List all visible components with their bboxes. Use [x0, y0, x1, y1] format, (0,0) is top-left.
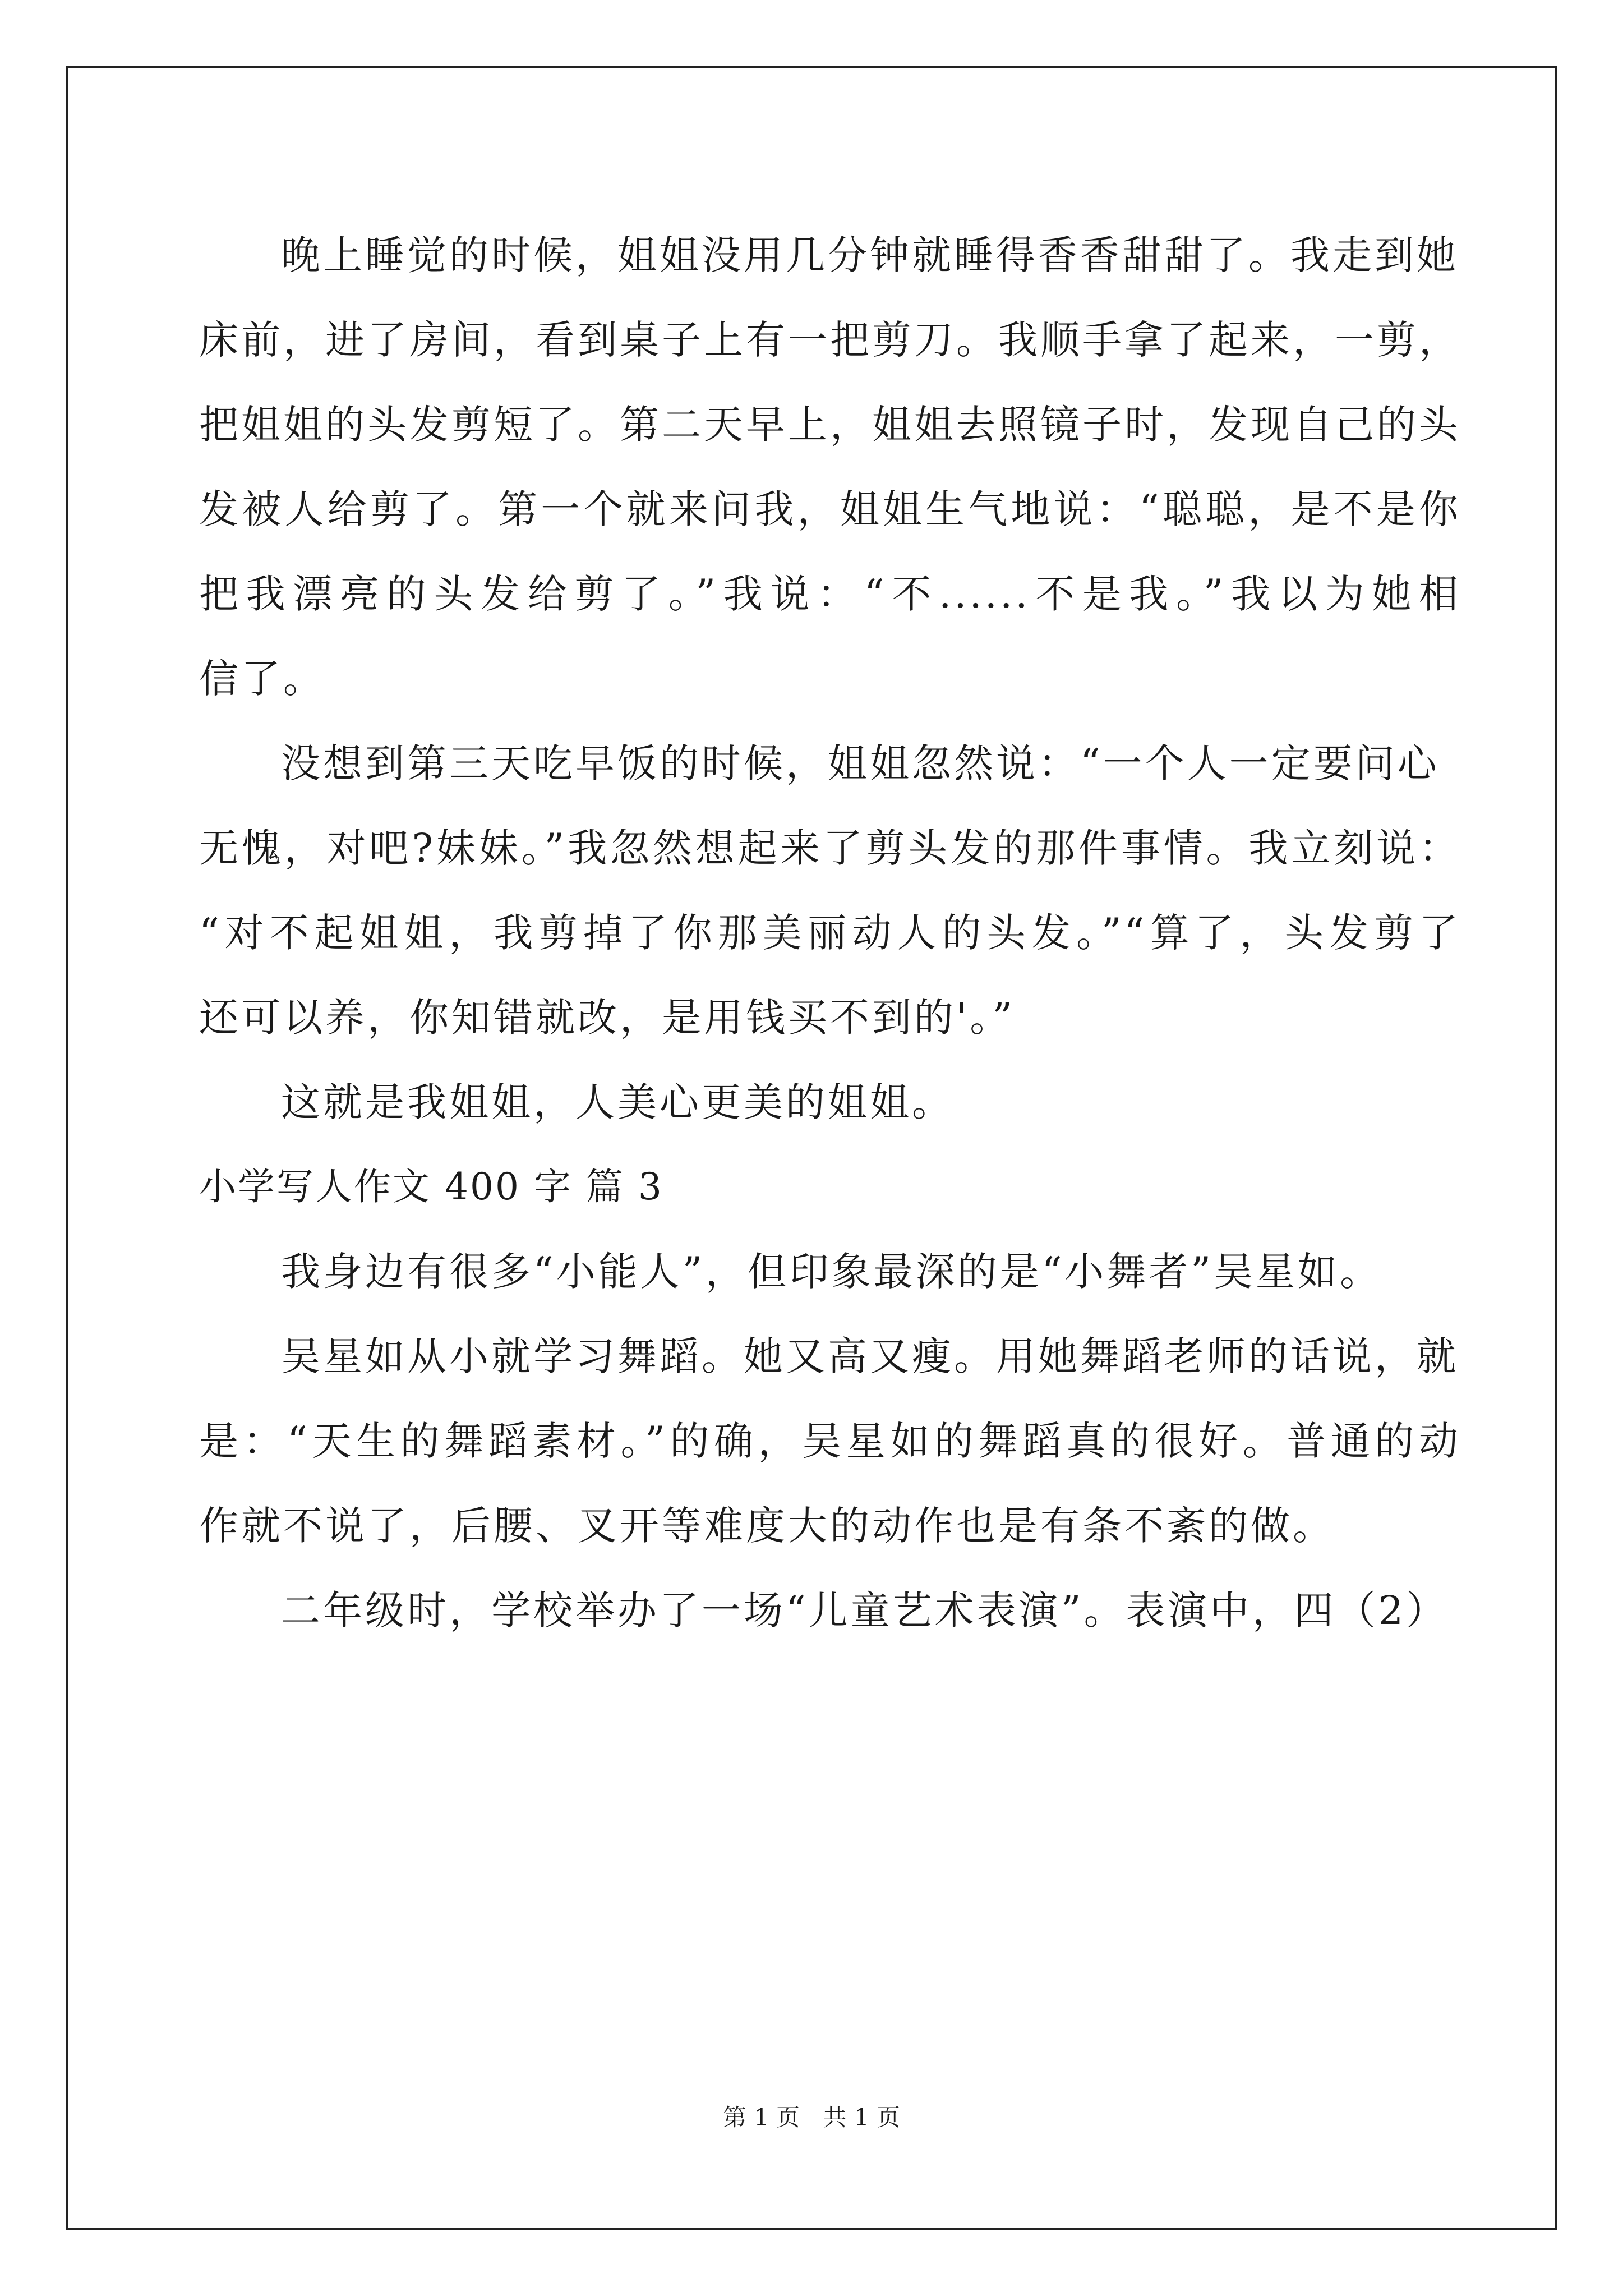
text-line: 二年级时，学校举办了一场“儿童艺术表演”。表演中，四（2） [281, 1588, 1449, 1634]
text-line: 我身边有很多“小能人”，但印象最深的是“小舞者”吴星如。 [281, 1249, 1382, 1295]
text-line: 把姐姐的头发剪短了。第二天早上，姐姐去照镜子时，发现自己的头 [199, 402, 1461, 448]
text-line: 这就是我姐姐，人美心更美的姐姐。 [281, 1079, 954, 1125]
page-total: 共 1 页 [823, 2104, 901, 2131]
text-line: 还可以养，你知错就改，是用钱买不到的'。” [199, 995, 1016, 1041]
page-number: 第 1 页 [722, 2104, 800, 2131]
text-line: 晚上睡觉的时候，姐姐没用几分钟就睡得香香甜甜了。我走到她 [281, 232, 1459, 278]
page-footer [0, 2101, 1623, 2134]
text-line: 作就不说了，后腰、叉开等难度大的动作也是有条不紊的做。 [199, 1503, 1335, 1549]
text-line: 信了。 [199, 656, 325, 702]
text-line: 无愧，对吧?妹妹。”我忽然想起来了剪头发的那件事情。我立刻说： [199, 825, 1461, 871]
text-line: “对不起姐姐，我剪掉了你那美丽动人的头发。”“算了，头发剪了 [199, 910, 1461, 956]
text-line: 发被人给剪了。第一个就来问我，姐姐生气地说：“聪聪，是不是你 [199, 486, 1461, 532]
text-line: 是：“天生的舞蹈素材。”的确，吴星如的舞蹈真的很好。普通的动 [199, 1418, 1461, 1464]
text-line: 吴星如从小就学习舞蹈。她又高又瘦。用她舞蹈老师的话说，就 [281, 1333, 1459, 1379]
text-line: 没想到第三天吃早饭的时候，姐姐忽然说：“一个人一定要问心 [281, 740, 1440, 786]
section-heading: 小学写人作文 400 字 篇 3 [199, 1165, 663, 1208]
text-line: 把我漂亮的头发给剪了。”我说：“不......不是我。”我以为她相 [199, 571, 1461, 617]
text-line: 床前，进了房间，看到桌子上有一把剪刀。我顺手拿了起来，一剪， [199, 317, 1461, 363]
